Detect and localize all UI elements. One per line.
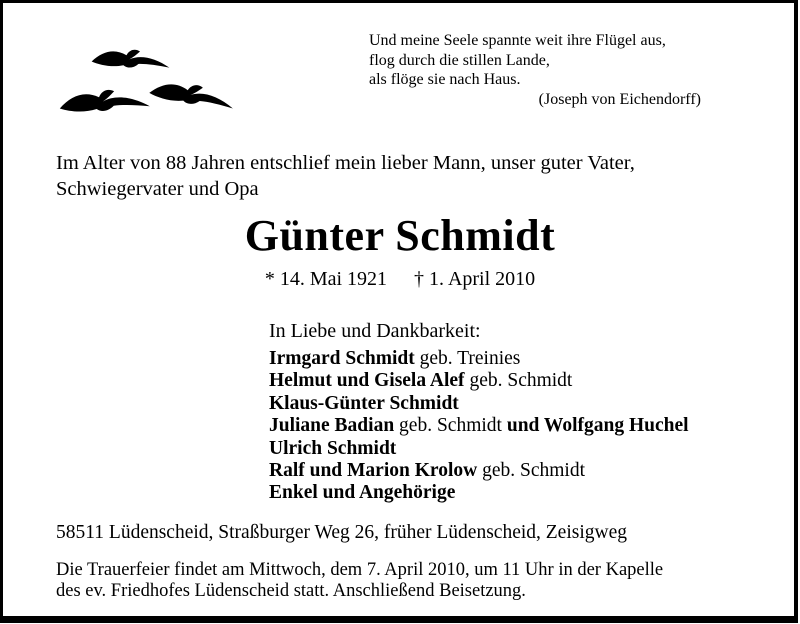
birth-date: * 14. Mai 1921	[264, 268, 388, 290]
family-line: Helmut und Gisela Alef geb. Schmidt	[269, 370, 573, 392]
family-line: Ralf und Marion Krolow geb. Schmidt	[269, 460, 585, 482]
bird-icon	[149, 77, 236, 111]
funeral-line: des ev. Friedhofes Lüdenscheid statt. Anschließend Beisetzung.	[56, 581, 526, 601]
poem-line: Und meine Seele spannte weit ihre Flügel aus,	[369, 32, 666, 49]
funeral-info	[56, 560, 663, 602]
poem-line: flog durch die stillen Lande,	[369, 51, 550, 69]
address-line: 58511 Lüdenscheid, Straßburger Weg 26, früher Lüdenscheid, Zeisigweg	[56, 522, 628, 543]
family-line: Juliane Badian geb. Schmidt und Wolfgang Huchel	[269, 415, 689, 437]
family-line: Enkel und Angehörige	[269, 482, 456, 504]
poem-attribution: (Joseph von Eichendorff)	[538, 90, 701, 108]
family-line: Irmgard Schmidt geb. Treinies	[269, 348, 521, 369]
funeral-line: Die Trauerfeier findet am Mittwoch, dem 7. April 2010, um 11 Uhr in der Kapelle	[56, 560, 664, 580]
family-line: Ulrich Schmidt	[269, 437, 397, 459]
family-line: Klaus-Günter Schmidt	[269, 392, 459, 414]
bird-icon	[91, 47, 170, 70]
bird-icon	[59, 88, 150, 112]
deceased-name: Günter Schmidt	[244, 211, 556, 260]
family-list	[269, 348, 689, 505]
intro-text	[56, 150, 635, 202]
closing-phrase: In Liebe und Dankbarkeit:	[269, 320, 481, 342]
intro-line: Im Alter von 88 Jahren entschlief mein lieber Mann, unser guter Vater,	[56, 152, 635, 174]
flying-birds-illustration	[55, 36, 245, 121]
poem-line: als flöge sie nach Haus.	[369, 71, 521, 88]
intro-line: Schwiegervater und Opa	[56, 178, 259, 200]
death-date: † 1. April 2010	[414, 268, 536, 290]
poem-quote	[369, 31, 701, 109]
life-dates	[0, 268, 800, 291]
